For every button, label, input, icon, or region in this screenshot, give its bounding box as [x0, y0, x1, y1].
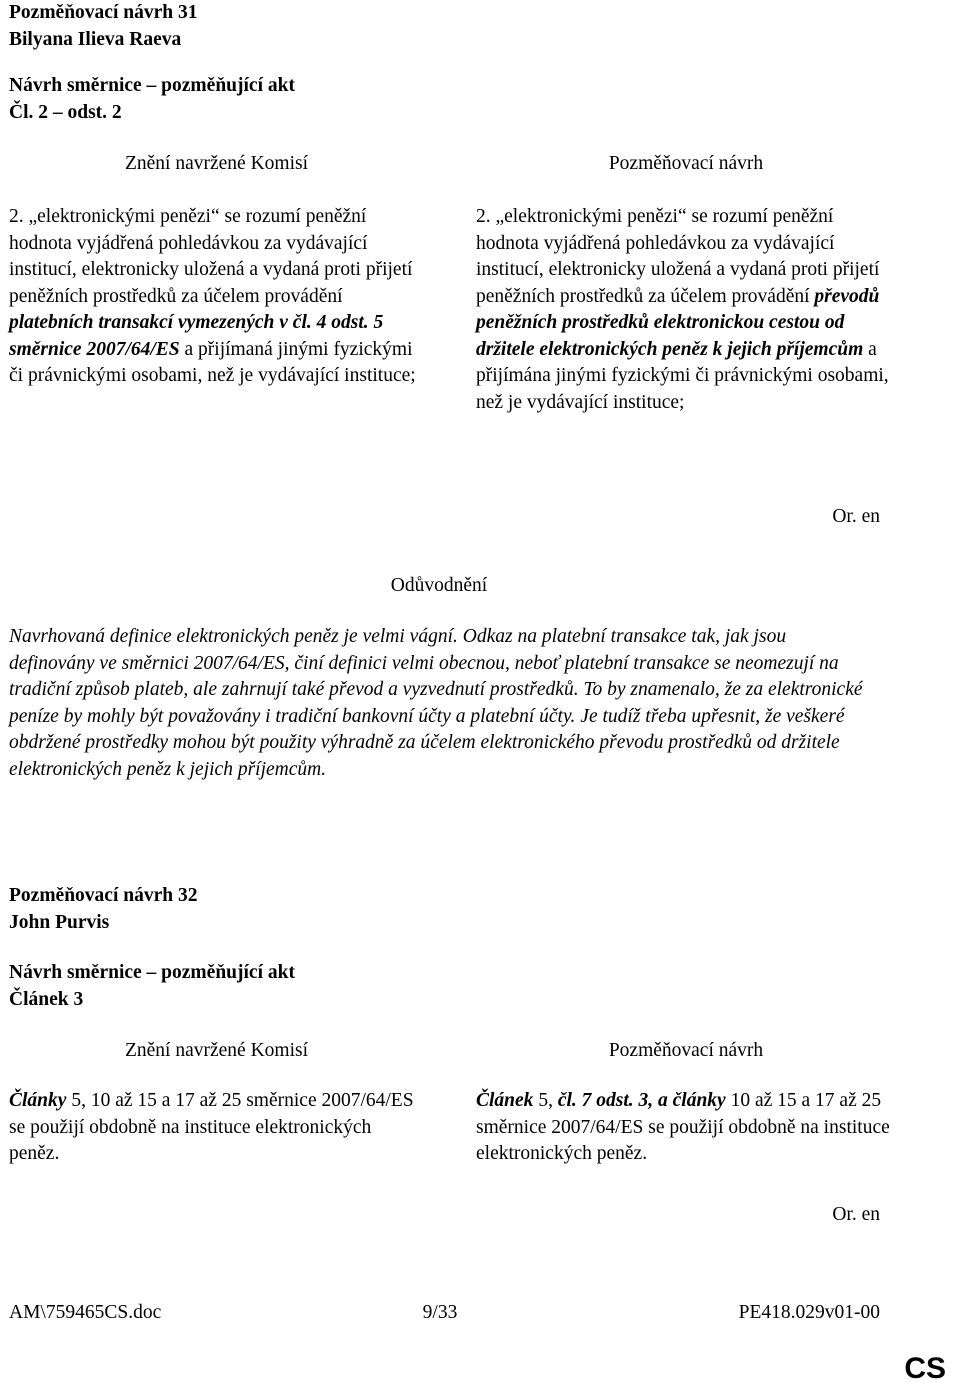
text-segment: a přijímána jinými fyzickými či právnickými osobami, než je vydávající instituce;	[476, 338, 889, 413]
amendment-type: Návrh směrnice – pozměňující akt	[9, 75, 295, 96]
footer-pe-ref: PE418.029v01-00	[738, 1302, 880, 1323]
amendment-reference	[9, 73, 295, 126]
text-segment: 10 až 15 a 17 až 25 směrnice 2007/64/ES se použijí obdobně na instituce elektronických peněz.	[476, 1090, 890, 1164]
text-segment-emphasis: čl. 7 odst. 3, a články	[557, 1090, 726, 1111]
column-title-commission: Znění navržené Komisí	[124, 1040, 309, 1061]
footer-page-number: 9/33	[422, 1302, 458, 1323]
text-segment: 5,	[533, 1090, 558, 1111]
text-segment-emphasis: Články	[9, 1090, 67, 1111]
original-language: Or. en	[832, 506, 880, 527]
amendment-author: Bilyana Ilieva Raeva	[9, 28, 182, 50]
amendment-article: Článek 3	[9, 988, 84, 1010]
amendment-type: Návrh směrnice – pozměňující akt	[9, 962, 295, 983]
column-title-amendment: Pozměňovací návrh	[608, 153, 764, 174]
amendment-header	[9, 0, 197, 53]
commission-text	[9, 204, 424, 390]
original-language: Or. en	[832, 1204, 880, 1225]
amendment-header	[9, 883, 197, 936]
amendment-text	[476, 1088, 896, 1168]
language-code: CS	[904, 1352, 946, 1385]
amendment-number: Pozměňovací návrh 32	[9, 885, 198, 906]
column-title-amendment: Pozměňovací návrh	[608, 1040, 764, 1061]
justification-text: Navrhovaná definice elektronických peněz je velmi vágní. Odkaz na platební transakce tak, jak jsou definovány ve směrnici 2007/64/ES, činí definici velmi obecnou, neboť platební transakce se neomezují na tradiční způsob plateb, ale zahrnují také převod a vyzvednutí prostředků. To by znamenalo, že za elektronické peníze by mohly být považovány i tradiční bankovní účty a platební účty. Je tudíž třeba upřesnit, že veškeré obdržené prostředky mohou být použity výhradně za účelem elektronického převodu prostředků od držitele elektronických peněz k jejich příjemcům.	[9, 626, 863, 780]
amendment-article: Čl. 2 – odst. 2	[9, 101, 122, 123]
amendment-reference	[9, 960, 295, 1013]
text-segment-emphasis: platebních transakcí vymezených v čl. 4 odst. 5 směrnice 2007/64/ES	[9, 312, 384, 360]
footer-doc-ref: AM\759465CS.doc	[9, 1302, 162, 1323]
column-title-commission: Znění navržené Komisí	[124, 153, 309, 174]
text-segment: 2. „elektronickými penězi“ se rozumí peněžní hodnota vyjádřená pohledávkou za vydávající institucí, elektronicky uložená a vydaná proti přijetí peněžních prostředků za účelem provádění	[9, 206, 413, 307]
amendment-text	[476, 204, 896, 416]
text-segment: 2. „elektronickými penězi“ se rozumí peněžní hodnota vyjádřená pohledávkou za vydávající institucí, elektronicky uložená a vydaná proti přijetí peněžních prostředků za účelem provádění	[476, 206, 880, 307]
text-segment: a přijímaná jinými fyzickými či právnickými osobami, než je vydávající instituce;	[9, 338, 416, 386]
amendment-author: John Purvis	[9, 911, 110, 933]
text-segment-emphasis: Článek	[476, 1090, 534, 1111]
text-segment: 5, 10 až 15 a 17 až 25 směrnice 2007/64/ES se použijí obdobně na instituce elektronických peněz.	[9, 1090, 414, 1164]
justification-title: Odůvodnění	[390, 575, 488, 596]
commission-text	[9, 1088, 424, 1168]
text-segment-emphasis: převodů peněžních prostředků elektronickou cestou od držitele elektronických peněz k jejich příjemcům	[476, 285, 880, 360]
amendment-number: Pozměňovací návrh 31	[9, 2, 198, 23]
